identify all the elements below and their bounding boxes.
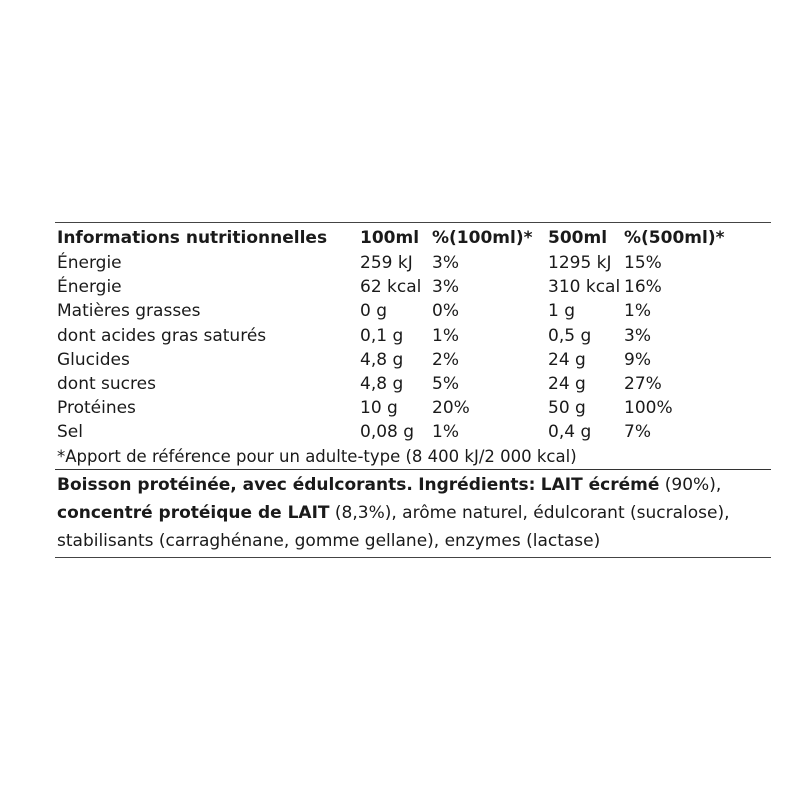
table-header-row	[55, 225, 771, 251]
table-row	[55, 348, 771, 372]
pct-100ml: 1%	[432, 325, 459, 346]
pct-500ml: 15%	[624, 253, 662, 273]
table-row	[55, 396, 771, 420]
pct-500ml: 100%	[624, 398, 673, 419]
nutrition-table	[55, 225, 771, 445]
value-100ml: 4,8 g	[360, 349, 404, 370]
header-pct-500ml: %(500ml)*	[624, 228, 725, 248]
header-500ml: 500ml	[548, 228, 608, 248]
bottom-rule	[55, 557, 771, 558]
header-100ml: 100ml	[360, 228, 420, 248]
value-500ml: 24 g	[548, 349, 586, 370]
ingredients-rest: (8,3%), arôme naturel, édulcorant (sucralose), stabilisants (carraghénane, gomme gellane), enzymes (lactase)	[57, 503, 730, 552]
value-100ml: 0,1 g	[360, 325, 404, 346]
value-100ml: 259 kJ	[360, 253, 413, 273]
value-100ml: 0 g	[360, 301, 388, 322]
pct-100ml: 2%	[432, 349, 459, 370]
table-row	[55, 275, 771, 299]
ingredient-allergen-milk-protein: concentré protéique de LAIT	[57, 503, 330, 524]
pct-500ml: 1%	[624, 301, 651, 322]
pct-100ml: 3%	[432, 277, 459, 298]
pct-100ml: 5%	[432, 374, 459, 395]
pct-500ml: 16%	[624, 277, 662, 298]
nutrient-name: Glucides	[57, 349, 130, 370]
nutrient-name: Énergie	[57, 253, 122, 273]
value-500ml: 0,4 g	[548, 422, 592, 443]
value-500ml: 0,5 g	[548, 325, 592, 346]
ingredient-percentage: (90%),	[664, 475, 722, 496]
product-description: Boisson protéinée, avec édulcorants.	[57, 475, 413, 496]
value-100ml: 0,08 g	[360, 422, 415, 443]
value-500ml: 310 kcal	[548, 277, 621, 298]
pct-500ml: 3%	[624, 325, 651, 346]
ingredient-allergen-skim-milk: LAIT écrémé	[540, 475, 660, 496]
pct-100ml: 3%	[432, 253, 459, 273]
header-pct-100ml: %(100ml)*	[432, 228, 533, 248]
value-100ml: 4,8 g	[360, 374, 404, 395]
value-100ml: 62 kcal	[360, 277, 422, 298]
nutrient-name: Sel	[57, 422, 83, 443]
nutrition-label	[55, 222, 771, 558]
table-row	[55, 251, 771, 275]
value-500ml: 50 g	[548, 398, 586, 419]
reference-intake-footnote: *Apport de référence pour un adulte-type (8 400 kJ/2 000 kcal)	[57, 446, 577, 466]
header-nutrient: Informations nutritionnelles	[57, 228, 328, 248]
pct-100ml: 20%	[432, 398, 470, 419]
top-rule	[55, 222, 771, 223]
value-500ml: 1 g	[548, 301, 576, 322]
nutrient-name: dont acides gras saturés	[57, 325, 267, 346]
table-row	[55, 372, 771, 396]
table-row	[55, 299, 771, 323]
table-row	[55, 324, 771, 348]
value-500ml: 24 g	[548, 374, 586, 395]
nutrient-name: Énergie	[57, 277, 122, 298]
pct-500ml: 27%	[624, 374, 662, 395]
value-500ml: 1295 kJ	[548, 253, 612, 273]
value-100ml: 10 g	[360, 398, 398, 419]
pct-500ml: 7%	[624, 422, 651, 443]
ingredients-block	[55, 470, 771, 557]
nutrient-name: dont sucres	[57, 374, 156, 395]
nutrient-name: Protéines	[57, 398, 136, 419]
pct-100ml: 0%	[432, 301, 459, 322]
pct-100ml: 1%	[432, 422, 459, 443]
nutrient-name: Matières grasses	[57, 301, 201, 322]
pct-500ml: 9%	[624, 349, 651, 370]
table-row	[55, 420, 771, 444]
ingredients-heading: Ingrédients:	[418, 475, 536, 496]
